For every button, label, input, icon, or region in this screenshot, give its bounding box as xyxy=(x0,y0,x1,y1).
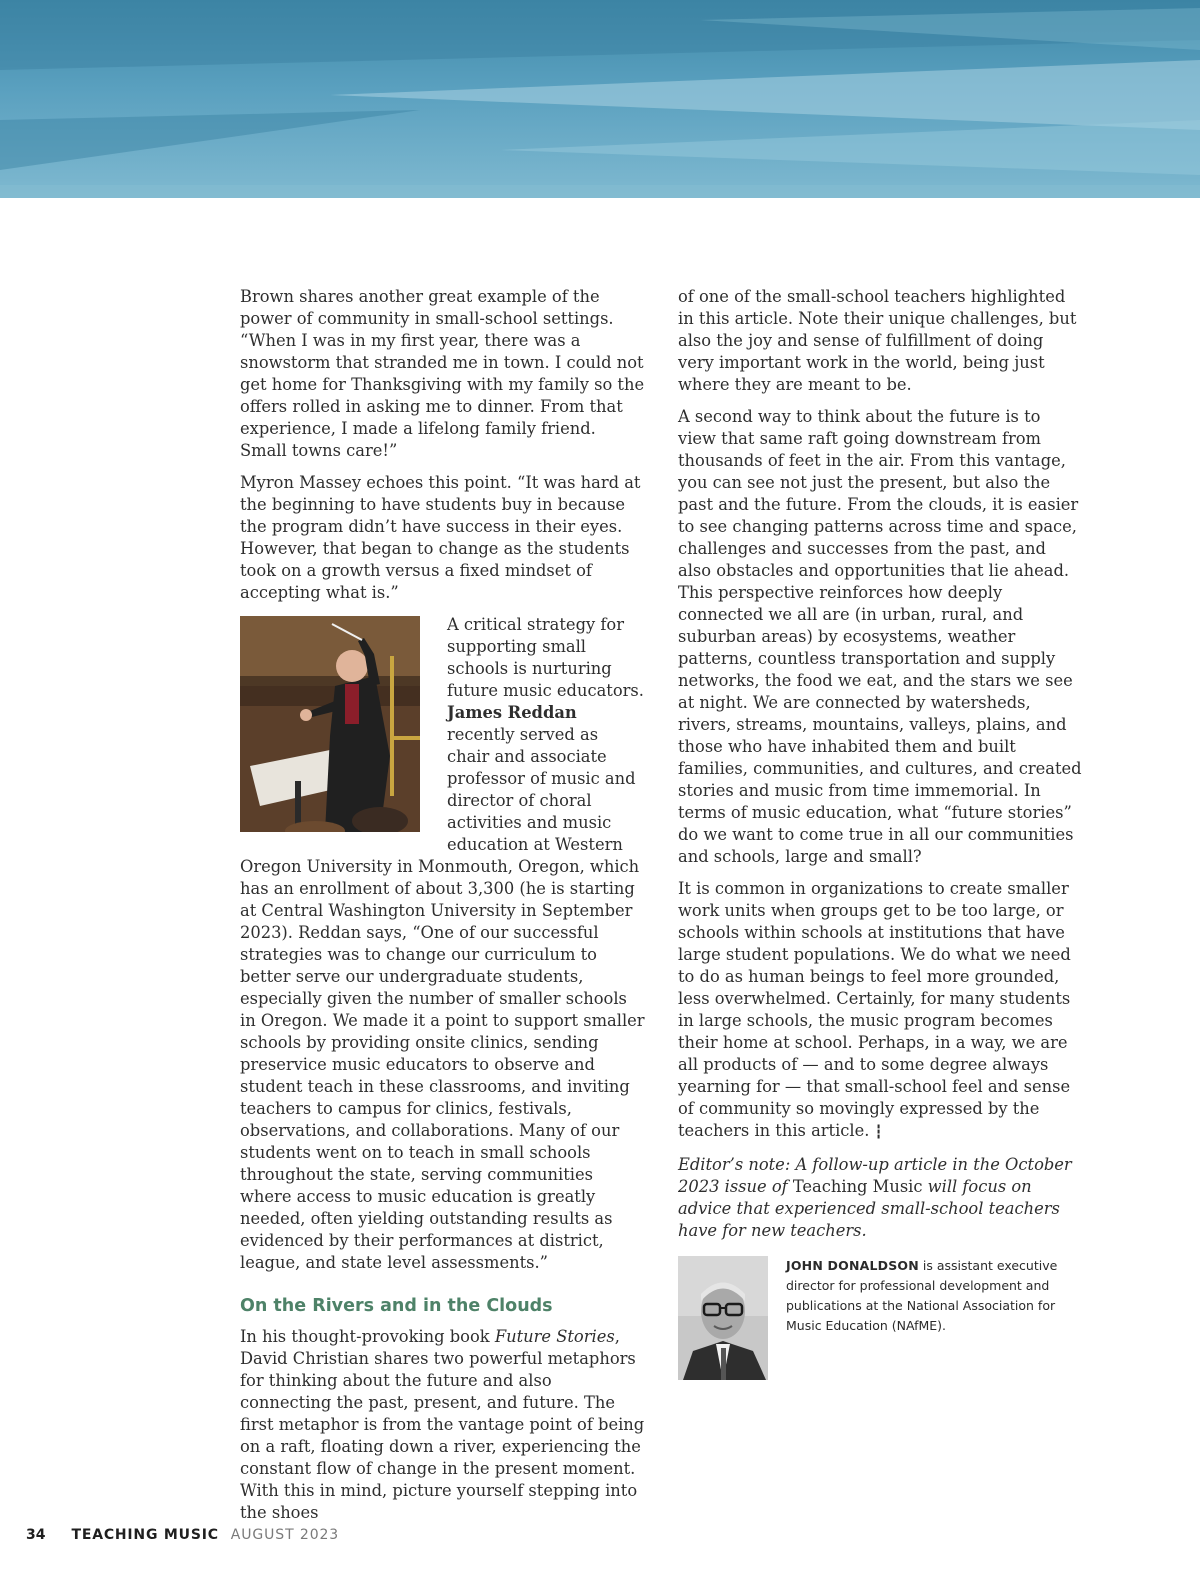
right-column xyxy=(678,286,1082,1386)
editors-note: Editor’s note: A follow-up article in the October 2023 issue of Teaching Music will focus on advice that experienced small-school teachers have for new teachers. xyxy=(678,1155,1072,1240)
paragraph-brown: Brown shares another great example of the power of community in small-school settings. “When I was in my first year, there was a snowstorm that stranded me in town. I could not get home for Thanksgiving with my family so the offers rolled in asking me to dinner. From that experience, I made a lifelong family friend. Small towns care!” xyxy=(240,287,645,460)
paragraph-clouds: A second way to think about the future is to view that same raft going downstream from thousands of feet in the air. From this vantage, you can see not just the present, but also the past and the future. From the clouds, it is easier to see changing patterns across time and space, challenges and successes from the past, and also obstacles and opportunities that lie ahead. This perspective reinforces how deeply connected we all are (in urban, rural, and suburban areas) by ecosystems, weather patterns, countless transportation and supply networks, the food we eat, and the stars we see at night. We are connected by watersheds, rivers, streams, mountains, valleys, plains, and those who have inhabited them and built families, communities, and cultures, and created stories and music from time immemorial. In terms of music education, what “future stories” do we want to come true in all our communities and schools, large and small? xyxy=(678,407,1082,866)
page-number: 34 xyxy=(26,1527,46,1543)
publication-name: Teaching Music xyxy=(792,1177,923,1196)
author-name: JOHN DONALDSON xyxy=(786,1258,919,1273)
banner-texture xyxy=(0,0,1200,198)
book-title: Future Stories xyxy=(494,1327,615,1346)
paragraph-small-units: It is common in organizations to create smaller work units when groups get to be too large, or schools within schools at institutions that have large student populations. We do what we need to do as human beings to feel more grounded, less overwhelmed. Certainly, for many students in large schools, the music program becomes their home at school. Perhaps, in a way, we are all products of — and to some degree always yearning for — that small-school feel and sense of community so movingly expressed by the teachers in this article. ┇ xyxy=(678,879,1071,1140)
issue-date: AUGUST 2023 xyxy=(230,1527,340,1543)
conductor-photo xyxy=(240,616,420,832)
bio-text: JOHN DONALDSON is assistant executive director for professional development and publications at the National Association for Music Education (NAfME). xyxy=(786,1258,1058,1333)
section-heading: On the Rivers and in the Clouds xyxy=(240,1296,553,1316)
paragraph-shoes: of one of the small-school teachers highlighted in this article. Note their unique challenges, but also the joy and sense of fulfillment of doing very important work in the world, being just where they are meant to be. xyxy=(678,287,1077,394)
paragraph-reddan: A critical strategy for supporting small schools is nurturing future music educators. James Reddan recently served as chair and associate professor of music and director of choral activities and music education at Western Oregon University in Monmouth, Oregon, which has an enrollment of about 3,300 (he is starting at Central Washington University in September 2023). Reddan says, “One of our successful strategies was to change our curriculum to better serve our undergraduate students, especially given the number of smaller schools in Oregon. We made it a point to support smaller schools by providing onsite clinics, sending preservice music educators to observe and student teach in these classrooms, and inviting teachers to campus for clinics, festivals, observations, and collaborations. Many of our students went on to teach in small schools throughout the state, serving communities where access to music education is greatly needed, often yielding outstanding results as evidenced by their performances at district, league, and state level assessments.” xyxy=(240,615,645,1272)
paragraph-future-stories: In his thought-provoking book Future Stories, David Christian shares two powerful metaphors for thinking about the future and also connecting the past, present, and future. The first metaphor is from the vantage point of being on a raft, floating down a river, experiencing the constant flow of change in the present moment. With this in mind, picture yourself stepping into the shoes xyxy=(240,1327,645,1522)
author-bio xyxy=(678,1256,1082,1386)
author-photo xyxy=(678,1256,768,1380)
name-james-reddan: James Reddan xyxy=(447,703,577,722)
paragraph-massey: Myron Massey echoes this point. “It was hard at the beginning to have students buy in because the program didn’t have success in their eyes. However, that began to change as the students took on a growth versus a fixed mindset of accepting what is.” xyxy=(240,473,641,602)
page-footer xyxy=(26,1524,339,1546)
header-banner xyxy=(0,0,1200,198)
end-of-article-icon: ┇ xyxy=(874,1125,883,1140)
left-column xyxy=(240,286,645,1534)
magazine-name: TEACHING MUSIC xyxy=(71,1527,219,1543)
